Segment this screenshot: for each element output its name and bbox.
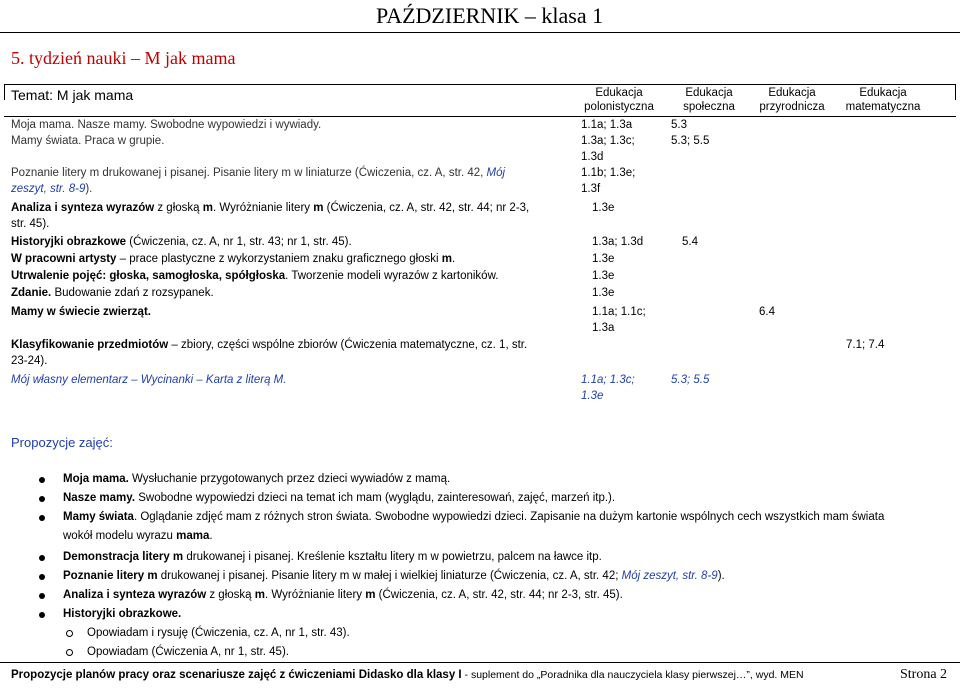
- item-text: Swobodne wypowiedzi dzieci na temat ich mam (wyglądu, zainteresowań, zajęć, marzeń itp.).: [135, 492, 616, 504]
- row-letter: m: [441, 253, 453, 265]
- proposals-list: [63, 470, 884, 662]
- row-desc: Praca w grupie.: [81, 135, 165, 147]
- column-header-label: Edukacja przyrodnicza: [759, 87, 825, 113]
- page-number: Strona 2: [900, 667, 948, 682]
- subitem-text: Opowiadam (Ćwiczenia A, nr 1, str. 45).: [87, 646, 289, 658]
- cell-pol-cont: 1.3e: [581, 390, 604, 402]
- row-desc: . Tworzenie modeli wyrazów z kartoników.: [285, 270, 499, 282]
- item-letter: m: [365, 589, 376, 601]
- row-title: Mamy w świecie zwierząt.: [11, 306, 151, 318]
- bullet-icon: [39, 593, 45, 599]
- page-title: PAŹDZIERNIK – klasa 1: [376, 3, 604, 28]
- column-header-spoleczna: [667, 86, 751, 114]
- table-row-cont: 23-24).: [11, 355, 48, 367]
- table-row: [11, 337, 527, 353]
- row-title: W pracowni artysty: [11, 253, 117, 265]
- cell-pol: 1.3a; 1.3d: [592, 236, 644, 248]
- cell-przyr: 6.4: [759, 306, 775, 318]
- list-item: [63, 489, 884, 508]
- row-desc: . Wyróżnianie litery: [212, 202, 314, 214]
- row-desc: z głoską: [154, 202, 203, 214]
- item-title: Mamy świata: [63, 511, 134, 523]
- table-row: Mój własny elementarz – Wycinanki – Karta z literą M.: [11, 374, 287, 386]
- item-emphasis: mama: [176, 530, 210, 542]
- table-row: [11, 165, 505, 181]
- cell-pol: 1.3e: [592, 253, 615, 265]
- column-header-przyrodnicza: [750, 86, 834, 114]
- row-title: Poznanie litery m drukowanej i pisanej.: [11, 167, 210, 179]
- column-header-label: Edukacja matematyczna: [845, 87, 921, 113]
- cell-pol-cont: 1.3d: [581, 151, 604, 163]
- row-desc: Budowanie zdań z rozsypanek.: [51, 287, 214, 299]
- bullet-icon: [39, 555, 45, 561]
- item-text: . Wyróżnianie litery: [264, 589, 366, 601]
- table-row-cont: [11, 181, 92, 197]
- week-title: 5. tydzień nauki – M jak mama: [11, 48, 236, 68]
- list-item: [63, 470, 884, 489]
- item-text: drukowanej i pisanej. Kreślenie kształtu litery m w powietrzu, palcem na ławce itp.: [183, 551, 602, 563]
- row-desc: Pisanie litery m w liniaturze (Ćwiczenia, cz. A, str. 42,: [209, 167, 487, 179]
- cell-spol: 5.3; 5.5: [671, 135, 710, 147]
- row-title: Analiza i synteza wyrazów: [11, 202, 155, 214]
- cell-pol: 1.1b; 1.3e;: [581, 167, 636, 179]
- table-row: [11, 251, 455, 267]
- item-text: (Ćwiczenia, cz. A, str. 42, str. 44; nr 2-3, str. 45).: [375, 589, 623, 601]
- table-row-cont: str. 45).: [11, 218, 50, 230]
- row-title: Zdanie.: [11, 287, 52, 299]
- table-row: [11, 268, 498, 284]
- footer-divider: [0, 662, 960, 663]
- sub-list-item: [87, 643, 884, 662]
- row-desc: (Ćwiczenia, cz. A, nr 1, str. 43; nr 1, str. 45).: [126, 236, 352, 248]
- cell-pol: 1.1a; 1.3c;: [581, 374, 635, 386]
- item-text: z głoską: [206, 589, 255, 601]
- proposals-title: Propozycje zajęć:: [11, 435, 113, 450]
- row-ref: Mój: [486, 167, 506, 179]
- item-text: wokół modelu wyrazu: [63, 530, 177, 542]
- row-desc: – prace plastyczne z wykorzystaniem znaku graficznego głoski: [116, 253, 442, 265]
- cell-mat: 7.1; 7.4: [846, 339, 885, 351]
- cell-spol: 5.3; 5.5: [671, 374, 710, 386]
- list-item: [63, 605, 884, 624]
- bullet-icon: [39, 496, 45, 502]
- cell-pol: 1.3e: [592, 287, 615, 299]
- item-title: Analiza i synteza wyrazów: [63, 589, 207, 601]
- item-title: Demonstracja litery m: [63, 551, 184, 563]
- item-text: ).: [717, 570, 725, 582]
- item-letter: m: [254, 589, 265, 601]
- cell-pol: 1.3e: [592, 270, 615, 282]
- subitem-text: Opowiadam i rysuję (Ćwiczenia, cz. A, nr 1, str. 43).: [87, 627, 350, 639]
- row-desc: (Ćwiczenia, cz. A, str. 42, str. 44; nr 2-3,: [323, 202, 530, 214]
- table-row: [11, 117, 321, 133]
- table-row: [11, 285, 214, 301]
- circle-bullet-icon: [66, 649, 73, 656]
- footer-title: Propozycje planów pracy oraz scenariusze zajęć z ćwiczeniami Didasko dla klasy I: [11, 669, 462, 681]
- row-title: Historyjki obrazkowe: [11, 236, 127, 248]
- column-header-matematyczna: [841, 86, 925, 114]
- row-letter: m: [313, 202, 324, 214]
- row-desc: Swobodne wypowiedzi i wywiady.: [146, 119, 322, 131]
- row-title: Utrwalenie pojęć: głoska, samogłoska, spółgłoska: [11, 270, 286, 282]
- column-header-label: Edukacja społeczna: [683, 87, 735, 113]
- row-title: Klasyfikowanie przedmiotów: [11, 339, 169, 351]
- cell-spol: 5.4: [682, 236, 698, 248]
- row-title: Mamy świata.: [11, 135, 82, 147]
- bullet-icon: [39, 477, 45, 483]
- circle-bullet-icon: [66, 630, 73, 637]
- row-desc: .: [452, 253, 456, 265]
- header-divider: [0, 32, 960, 33]
- item-title: Nasze mamy.: [63, 492, 136, 504]
- bullet-icon: [39, 574, 45, 580]
- item-text: . Oglądanie zdjęć mam z różnych stron świata. Swobodne wypowiedzi dzieci. Zapisanie na dużym kartonie wspólnych cech wszystkich mam świata: [133, 511, 885, 523]
- cell-pol-cont: 1.3a: [592, 322, 615, 334]
- item-text: Wysłuchanie przygotowanych przez dzieci wywiadów z mamą.: [128, 473, 451, 485]
- footer-subtitle: - suplement do „Poradnika dla nauczyciela klasy pierwszej…”, wyd. MEN: [461, 669, 804, 681]
- cell-pol: 1.1a; 1.1c;: [592, 306, 646, 318]
- item-text: drukowanej i pisanej. Pisanie litery m w małej i wielkiej liniaturze (Ćwiczenia, cz. A, str. 42;: [157, 570, 622, 582]
- table-row: [11, 133, 164, 149]
- cell-spol: 5.3: [671, 119, 687, 131]
- row-ref: zeszyt, str. 8-9: [11, 183, 86, 195]
- table-row: [11, 200, 529, 216]
- item-ref: Mój zeszyt, str. 8-9: [621, 570, 718, 582]
- column-header-label: Edukacja polonistyczna: [584, 87, 654, 113]
- row-letter: m: [202, 202, 213, 214]
- cell-pol: 1.3e: [592, 202, 615, 214]
- list-item: [63, 508, 884, 546]
- list-item: [63, 548, 884, 567]
- list-item: [63, 586, 884, 605]
- sub-list-item: [87, 624, 884, 643]
- list-item: [63, 567, 884, 586]
- bullet-icon: [39, 515, 45, 521]
- table-topic: Temat: M jak mama: [11, 87, 134, 103]
- footer-text: [11, 669, 804, 681]
- item-title: Historyjki obrazkowe.: [63, 608, 182, 620]
- table-row: [11, 234, 352, 250]
- cell-pol: 1.1a; 1.3a: [581, 119, 633, 131]
- item-text: .: [209, 530, 213, 542]
- item-title: Poznanie litery m: [63, 570, 158, 582]
- row-desc: – zbiory, części wspólne zbiorów (Ćwiczenia matematyczne, cz. 1, str.: [168, 339, 528, 351]
- row-desc: ).: [85, 183, 93, 195]
- cell-pol: 1.3a; 1.3c;: [581, 135, 635, 147]
- cell-pol-cont: 1.3f: [581, 183, 601, 195]
- bullet-icon: [39, 612, 45, 618]
- row-title: Moja mama. Nasze mamy.: [11, 119, 147, 131]
- column-header-polonistyczna: [577, 86, 661, 114]
- item-title: Moja mama.: [63, 473, 129, 485]
- table-row: [11, 304, 151, 320]
